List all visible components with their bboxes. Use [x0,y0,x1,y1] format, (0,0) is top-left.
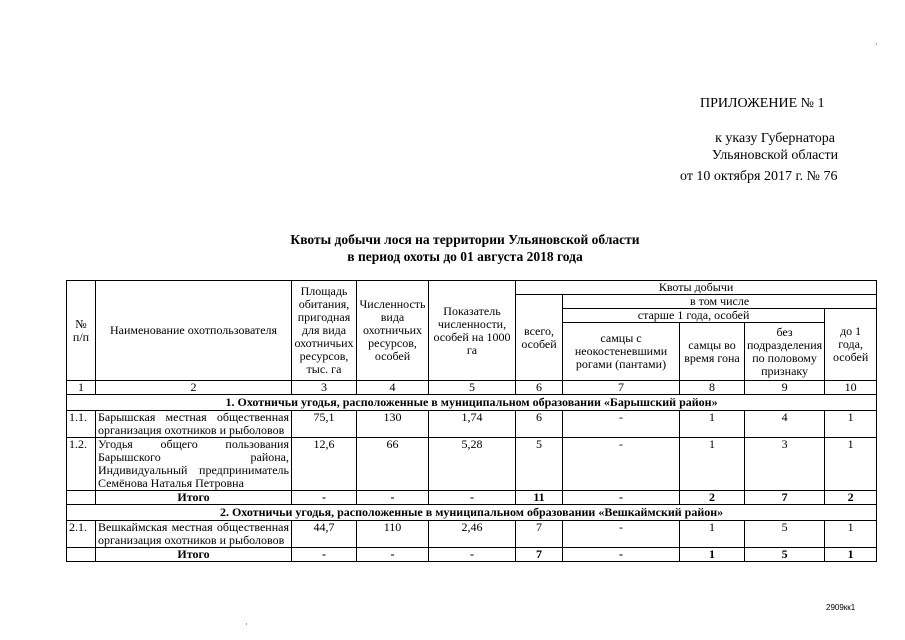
row-total: 5 [516,438,563,491]
col-number: 9 [745,381,825,395]
header-males-rut: самцы во время гона [680,323,745,381]
table-row [67,411,877,438]
row-density: 1,74 [429,411,516,438]
header-including: в том числе [563,295,877,309]
col-number: 5 [429,381,516,395]
col-number: 1 [67,381,96,395]
total-area: - [292,491,357,505]
table-row [67,438,877,491]
total-antlers: - [563,491,680,505]
appendix-label: ПРИЛОЖЕНИЕ № 1 [700,96,825,111]
header-under1: до 1 года, особей [825,309,877,381]
row-count: 130 [357,411,429,438]
row-under1: 1 [825,411,877,438]
row-name: Барышская местная общественная организация охотников и рыболовов [96,411,292,438]
total-count: - [357,491,429,505]
header-area: Площадь обитания, пригодная для вида охотничьих ресурсов, тыс. га [292,281,357,381]
document-title [180,231,750,265]
title-line-1: Квоты добычи лося на территории Ульяновской области [290,232,640,247]
row-count: 110 [357,521,429,548]
header-quotas: Квоты добычи [516,281,877,295]
row-area: 44,7 [292,521,357,548]
header-total: всего, особей [516,295,563,381]
row-num [67,491,96,505]
total-row [67,548,877,562]
scan-speck: · [245,620,248,629]
row-rut: 1 [680,411,745,438]
row-count: 66 [357,438,429,491]
total-rut: 1 [680,548,745,562]
title-line-2: в период охоты до 01 августа 2018 года [347,249,583,264]
row-nosex: 5 [745,521,825,548]
total-under1: 1 [825,548,877,562]
row-name: Угодья общего пользования Барышского района, Индивидуальный предприниматель Семёнова Наталья Петровна [96,438,292,491]
row-nosex: 4 [745,411,825,438]
col-number: 6 [516,381,563,395]
total-row [67,491,877,505]
row-rut: 1 [680,521,745,548]
row-num: 2.1. [67,521,96,548]
col-number: 8 [680,381,745,395]
total-count: - [357,548,429,562]
decree-reference [705,130,845,164]
row-antlers: - [563,438,680,491]
decree-line-2: Ульяновской области [711,148,839,163]
total-antlers: - [563,548,680,562]
col-number: 4 [357,381,429,395]
row-under1: 1 [825,438,877,491]
header-density: Показатель численности, особей на 1000 га [429,281,516,381]
total-label: Итого [96,491,292,505]
total-rut: 2 [680,491,745,505]
row-num: 1.1. [67,411,96,438]
total-density: - [429,491,516,505]
header-no-sex: без подразделения по половому признаку [745,323,825,381]
total-total: 7 [516,548,563,562]
header-count: Численность вида охотничьих ресурсов, особей [357,281,429,381]
quota-table [66,280,877,562]
row-num [67,548,96,562]
total-under1: 2 [825,491,877,505]
row-num: 1.2. [67,438,96,491]
row-nosex: 3 [745,438,825,491]
decree-line-1: к указу Губернатора [715,131,835,146]
total-label: Итого [96,548,292,562]
row-area: 12,6 [292,438,357,491]
header-num: № п/п [67,281,96,381]
row-area: 75,1 [292,411,357,438]
row-rut: 1 [680,438,745,491]
footer-code: 2909кк1 [826,603,856,612]
column-number-row [67,381,877,395]
row-under1: 1 [825,521,877,548]
total-area: - [292,548,357,562]
col-number: 3 [292,381,357,395]
total-nosex: 7 [745,491,825,505]
row-density: 5,28 [429,438,516,491]
header-older: старше 1 года, особей [563,309,825,323]
total-density: - [429,548,516,562]
row-density: 2,46 [429,521,516,548]
header-males-antlers: самцы с неокостеневшими рогами (пантами) [563,323,680,381]
total-total: 11 [516,491,563,505]
section-title: 1. Охотничьи угодья, расположенные в муниципальном образовании «Барышский район» [67,395,877,411]
table-row [67,521,877,548]
row-antlers: - [563,521,680,548]
col-number: 2 [96,381,292,395]
row-total: 7 [516,521,563,548]
total-nosex: 5 [745,548,825,562]
scan-speck: · [875,40,878,49]
col-number: 7 [563,381,680,395]
col-number: 10 [825,381,877,395]
section-title: 2. Охотничьи угодья, расположенные в муниципальном образовании «Вешкаймский район» [67,505,877,521]
header-name: Наименование охотпользователя [96,281,292,381]
row-antlers: - [563,411,680,438]
decree-date: от 10 октября 2017 г. № 76 [680,169,838,184]
row-total: 6 [516,411,563,438]
row-name: Вешкаймская местная общественная организация охотников и рыболовов [96,521,292,548]
